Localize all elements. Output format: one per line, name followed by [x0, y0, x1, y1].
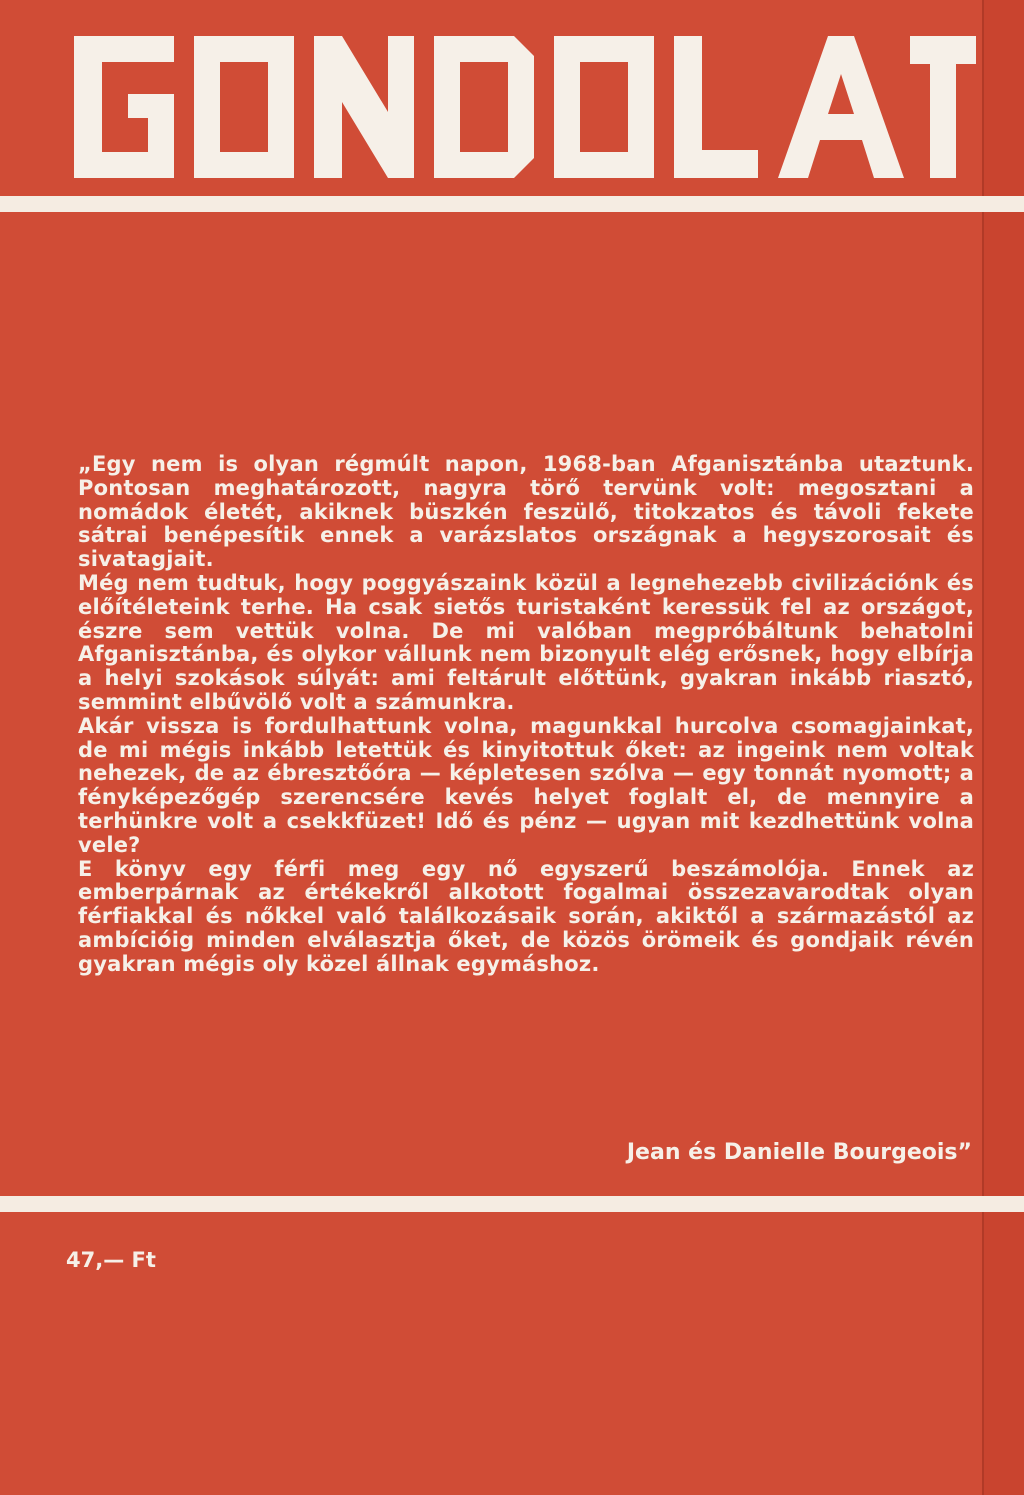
- blurb-text: [78, 453, 974, 977]
- blurb-paragraph: Akár vissza is fordulhattunk volna, magunkkal hurcolva csomagjainkat, de mi mégis inkább letettük és kinyitottuk őket: az ingeink nem voltak nehezek, de az ébresztőóra — képletesen szólva — egy tonnát nyomott; a fényképezőgép szerencsére kevés helyet foglalt el, de mennyire a terhünkre volt a csekkfüzet! Idő és pénz — ugyan mit kezdhettünk volna vele?: [78, 713, 974, 857]
- author-signature: Jean és Danielle Bourgeois”: [626, 1140, 972, 1165]
- bottom-divider-stripe: [0, 1196, 1024, 1212]
- blurb-paragraph: E könyv egy férfi meg egy nő egyszerű beszámolója. Ennek az emberpárnak az értékekről alkotott fogalmai összezavarodtak olyan férfiakkal és nőkkel való találkozásaik során, akiktől a származástól az ambícióig minden elválasztja őket, de közös örömeik és gondjaik révén gyakran mégis oly közel állnak egymáshoz.: [78, 856, 974, 976]
- blurb-paragraph: „Egy nem is olyan régmúlt napon, 1968-ban Afganisztánba utaztunk. Pontosan meghatározott, nagyra törő tervünk volt: megosztani a nomádok életét, akiknek büszkén feszülő, titokzatos és távoli fekete sátrai benépesítik ennek a varázslatos országnak a hegyszorosait és sivatagjait.: [78, 452, 974, 572]
- price-label: 47,— Ft: [66, 1248, 156, 1272]
- book-spine-edge: [982, 0, 1024, 1495]
- gondolat-logo: [58, 22, 978, 182]
- top-divider-stripe: [0, 196, 1024, 212]
- blurb-paragraph: Még nem tudtuk, hogy poggyászaink közül a legnehezebb civilizációnk és előítéleteink terhe. Ha csak sietős turistaként keressük fel az országot, észre sem vettük volna. De mi valóban megpróbáltunk behatolni Afganisztánba, és olykor vállunk nem bizonyult elég erősnek, hogy elbírja a helyi szokások súlyát: ami feltárult előttünk, gyakran inkább riasztó, semmint elbűvölő volt a számunkra.: [78, 570, 974, 714]
